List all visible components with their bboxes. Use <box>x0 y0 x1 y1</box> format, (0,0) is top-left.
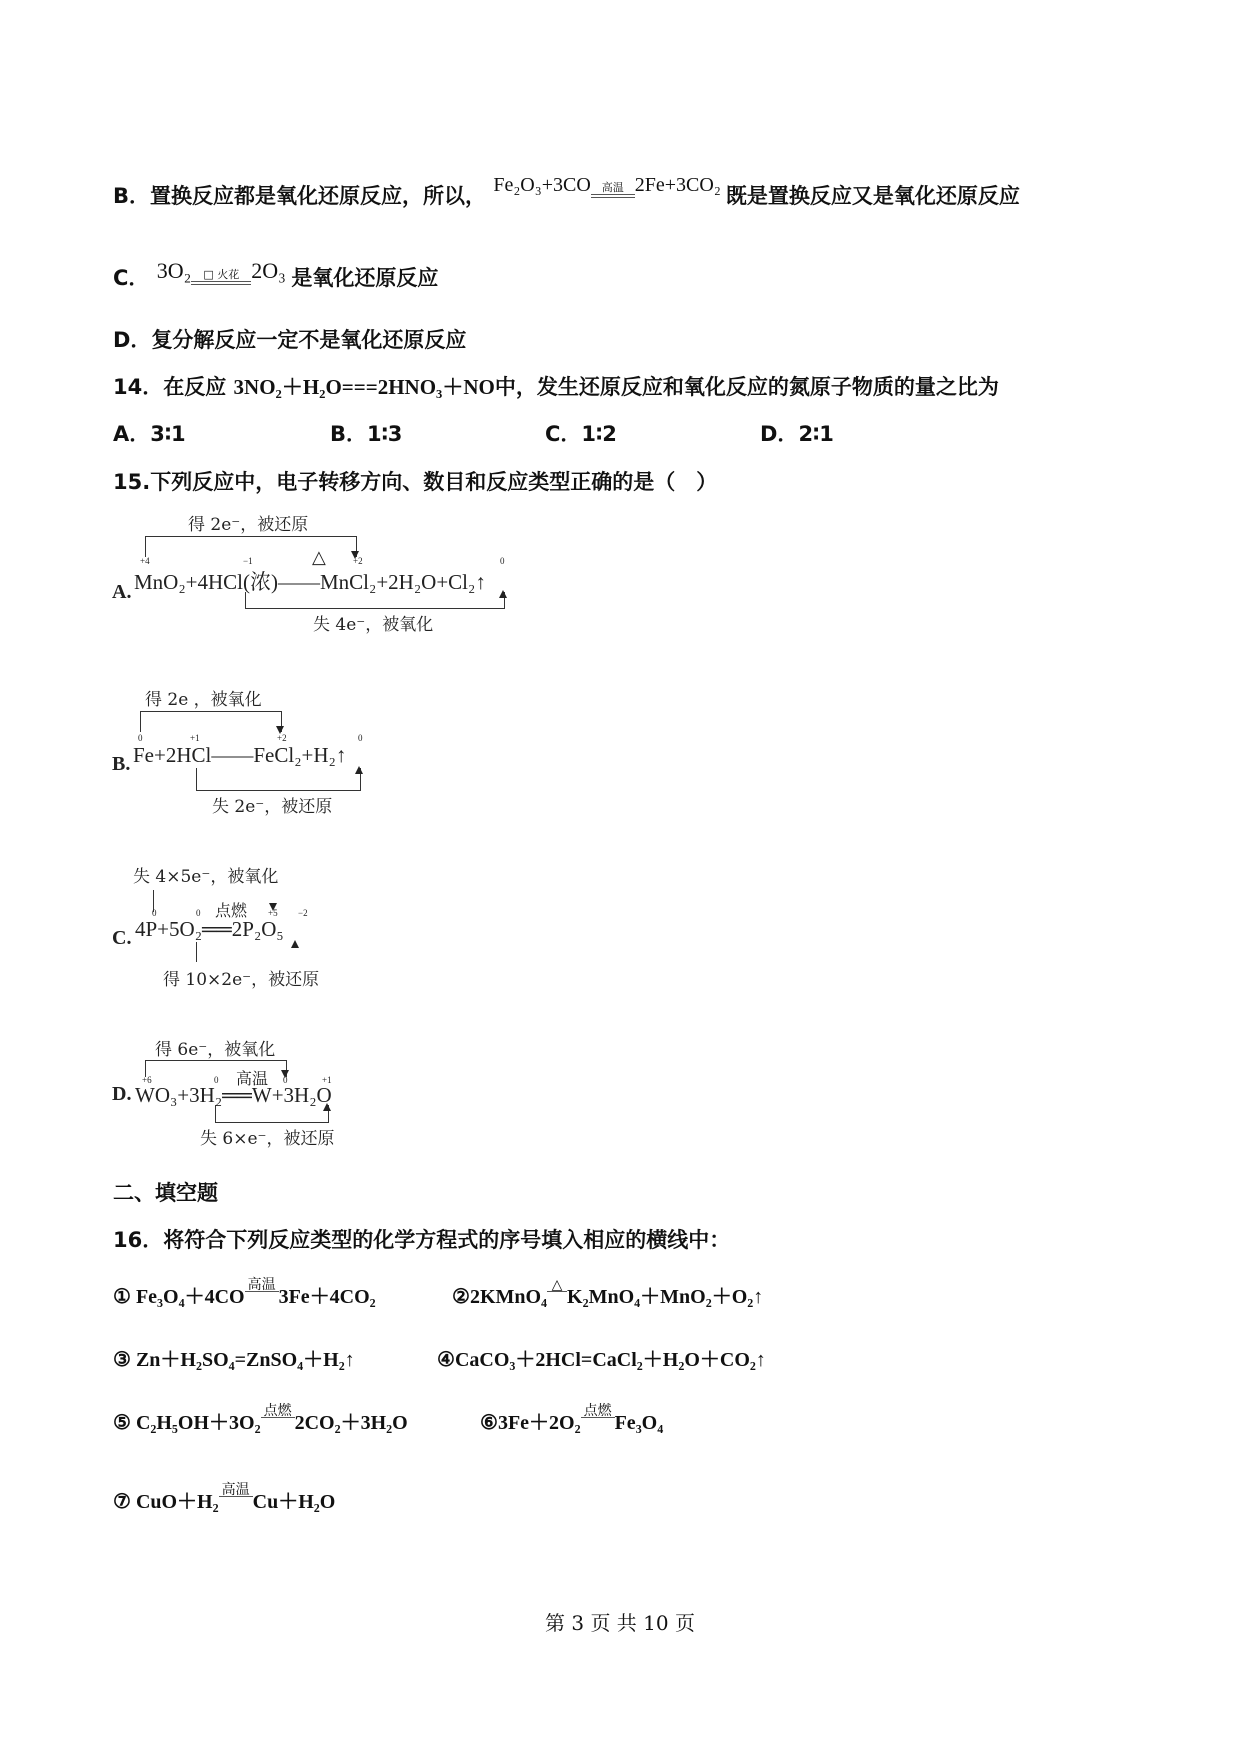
arrow-up-icon <box>291 940 299 948</box>
oxidation-state: +1 <box>322 1075 332 1085</box>
equation-7 <box>113 1482 336 1514</box>
reaction-condition <box>581 1405 615 1418</box>
equation-left: 3Fe＋2O₂ <box>497 1412 581 1434</box>
option-letter: C． <box>113 266 150 290</box>
question-stem: 16．将符合下列反应类型的化学方程式的序号填入相应的横线中： <box>113 1228 731 1252</box>
option-letter: D． <box>760 422 799 446</box>
equation-3 <box>113 1343 355 1372</box>
condition-label: 点燃 <box>263 1403 292 1419</box>
electron-gain-label: 得 10×2e⁻，被还原 <box>163 970 320 990</box>
q13-option-d <box>113 324 466 354</box>
oxidation-state: 0 <box>152 908 157 918</box>
electron-transfer-bracket-top <box>140 711 282 732</box>
oxidation-state: −1 <box>243 556 253 566</box>
equation-number: ③ <box>113 1349 131 1371</box>
equation-right: Fe₃O₄ <box>614 1412 664 1434</box>
reaction-condition <box>591 182 635 198</box>
option-text: 复分解反应一定不是氧化还原反应 <box>151 328 467 352</box>
equation-text: CaCO₃＋2HCl=CaCl₂＋H₂O＋CO₂↑ <box>454 1349 766 1371</box>
section-title-text: 二、填空题 <box>113 1181 218 1205</box>
q13-option-b <box>113 174 1020 210</box>
q13-option-c <box>113 258 439 292</box>
equation-5 <box>113 1403 408 1435</box>
arrow-up-icon <box>323 1103 331 1111</box>
equation-number: ④ <box>437 1349 455 1371</box>
equation-number: ⑦ <box>113 1491 131 1513</box>
chemical-equation: 3NO₂＋H₂O===2HNO₃＋NO <box>233 375 495 399</box>
equation-left: 2KMnO₄ <box>469 1286 548 1308</box>
option-letter: A． <box>113 422 151 446</box>
electron-transfer-bracket-bottom <box>196 768 361 791</box>
equation-4 <box>437 1343 766 1372</box>
equation-number: ① <box>113 1286 131 1308</box>
option-letter: C． <box>545 422 582 446</box>
condition-label: 高温 <box>247 1277 276 1293</box>
condition-label: 点燃 <box>583 1403 612 1419</box>
question-stem: 15.下列反应中，电子转移方向、数目和反应类型正确的是（ ） <box>113 470 718 494</box>
electron-transfer-line-top <box>153 890 274 912</box>
equation-right: K₂MnO₄＋MnO₂＋O₂↑ <box>567 1286 764 1308</box>
arrow-up-icon <box>499 590 507 598</box>
electron-gain-label: 得 2e⁻，被还原 <box>188 515 309 535</box>
oxidation-state: 0 <box>500 556 505 566</box>
option-value: 3∶1 <box>150 422 186 446</box>
equation-right: 2CO₂＋3H₂O <box>294 1412 408 1434</box>
chemical-equation <box>493 174 726 196</box>
q14-option-c[interactable] <box>545 418 617 448</box>
oxidation-state: +5 <box>268 908 278 918</box>
q14-option-b[interactable] <box>330 418 402 448</box>
option-letter: B． <box>330 422 368 446</box>
question-15 <box>113 466 717 496</box>
electron-transfer-line-bottom <box>195 942 197 962</box>
equation-number: ⑥ <box>480 1412 498 1434</box>
equation-6 <box>480 1403 664 1435</box>
reaction-condition <box>219 1484 253 1497</box>
condition-label: 高温 <box>236 1069 269 1088</box>
oxidation-state: +2 <box>277 733 287 743</box>
oxidation-state: 0 <box>214 1075 219 1085</box>
equation-left: CuO＋H₂ <box>135 1491 219 1513</box>
option-letter: B. <box>112 753 131 775</box>
option-letter: A. <box>112 581 132 603</box>
condition-heat-icon: △ <box>551 1277 563 1293</box>
equation-right: Cu＋H₂O <box>252 1491 336 1513</box>
equation-right: 2Fe+3CO₂ <box>634 174 721 196</box>
q14-option-d[interactable] <box>760 418 834 448</box>
equation-right: 2O₃ <box>251 258 286 283</box>
chemical-equation: 4P+5O₂══2P₂O₅ <box>135 917 284 941</box>
option-text-after: 既是置换反应又是氧化还原反应 <box>725 184 1020 208</box>
question-stem-post: 中，发生还原反应和氧化反应的氮原子物质的量之比为 <box>494 375 999 399</box>
option-letter: C. <box>112 927 132 949</box>
equation-number: ⑤ <box>113 1412 131 1434</box>
option-text: 置换反应都是氧化还原反应，所以， <box>150 184 487 208</box>
electron-gain-label: 得 2e ，被氧化 <box>145 690 262 710</box>
electron-loss-label: 失 6×e⁻，被还原 <box>200 1129 335 1149</box>
section-title <box>113 1177 218 1207</box>
equation-2 <box>452 1277 764 1309</box>
chemical-equation: WO₃+3H₂══W+3H₂O <box>135 1083 332 1107</box>
oxidation-state: −2 <box>298 908 308 918</box>
electron-loss-label: 失 2e⁻，被还原 <box>212 797 333 817</box>
reaction-condition <box>261 1405 295 1418</box>
option-letter: D. <box>112 1083 132 1105</box>
reaction-condition <box>191 269 251 285</box>
page-footer <box>0 1607 1240 1636</box>
equation-text: Zn＋H₂SO₄=ZnSO₄＋H₂↑ <box>135 1349 355 1371</box>
oxidation-state: 0 <box>138 733 143 743</box>
electron-gain-label: 得 6e⁻，被氧化 <box>155 1040 276 1060</box>
electron-loss-label: 失 4×5e⁻，被氧化 <box>133 867 279 887</box>
equation-1 <box>113 1277 376 1309</box>
option-letter: D． <box>113 328 152 352</box>
option-value: 1∶2 <box>581 422 617 446</box>
condition-label: 高温 <box>221 1482 250 1498</box>
arrow-up-icon <box>355 766 363 774</box>
oxidation-state: 0 <box>358 733 363 743</box>
question-14 <box>113 371 999 401</box>
condition-label: □ 火花 <box>203 268 240 281</box>
electron-loss-label: 失 4e⁻，被氧化 <box>313 615 434 635</box>
q14-option-a[interactable] <box>113 418 186 448</box>
option-value: 1∶3 <box>367 422 403 446</box>
electron-transfer-bracket-bottom <box>215 1105 329 1123</box>
oxidation-state: +4 <box>140 556 150 566</box>
equation-number: ② <box>452 1286 470 1308</box>
equation-left: 3O₂ <box>156 258 192 283</box>
oxidation-state: +1 <box>190 733 200 743</box>
chemical-equation <box>157 258 292 283</box>
oxidation-state: +2 <box>353 556 363 566</box>
question-stem-pre: 在反应 <box>163 375 234 399</box>
condition-heat-icon: △ <box>312 547 326 568</box>
oxidation-state: +6 <box>142 1075 152 1085</box>
equation-left: Fe₃O₄＋4CO <box>135 1286 245 1308</box>
option-text-after: 是氧化还原反应 <box>291 266 439 290</box>
reaction-condition <box>547 1279 567 1292</box>
reaction-condition <box>245 1279 279 1292</box>
question-16 <box>113 1224 730 1254</box>
condition-label: 高温 <box>601 181 624 194</box>
chemical-equation: MnO₂+4HCl(浓)——MnCl₂+2H₂O+Cl₂↑ <box>134 570 486 594</box>
question-number: 14． <box>113 375 164 399</box>
electron-transfer-bracket-bottom <box>245 592 505 609</box>
option-value: 2∶1 <box>798 422 834 446</box>
chemical-equation: Fe+2HCl——FeCl₂+H₂↑ <box>133 743 347 767</box>
equation-right: 3Fe＋4CO₂ <box>278 1286 376 1308</box>
page-number: 第 3 页 共 10 页 <box>545 1611 695 1635</box>
equation-left: C₂H₅OH＋3O₂ <box>135 1412 261 1434</box>
equation-left: Fe₂O₃+3CO <box>493 174 591 196</box>
oxidation-state: 0 <box>283 1075 288 1085</box>
option-letter: B． <box>113 184 151 208</box>
condition-label: 点燃 <box>215 901 248 920</box>
oxidation-state: 0 <box>196 908 201 918</box>
